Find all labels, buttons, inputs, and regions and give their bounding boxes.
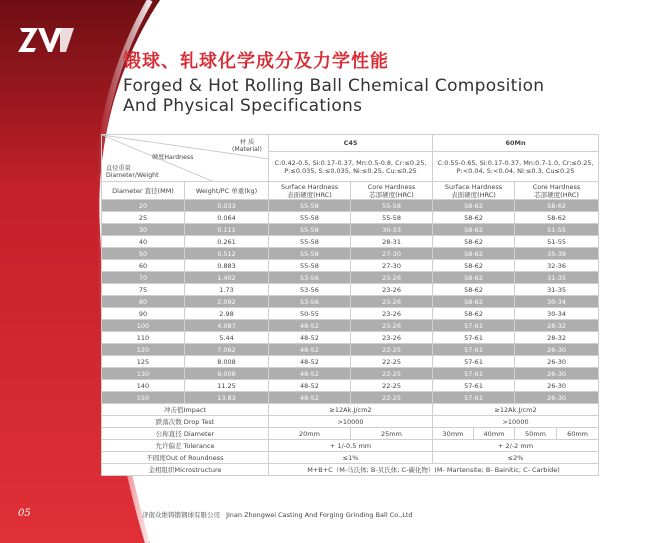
cell-c45-surface: 55-58 [269, 248, 351, 260]
cell-c45-core: 22-25 [351, 380, 433, 392]
cell-60mn-core: 26-30 [515, 380, 599, 392]
cell-diameter: 125 [102, 356, 185, 368]
cell-diameter: 30 [102, 224, 185, 236]
cell-60mn-core: 28-32 [515, 320, 599, 332]
cell-60mn-core: 26-30 [515, 356, 599, 368]
cell-c45-surface: 55-58 [269, 200, 351, 212]
cell-diameter: 80 [102, 296, 185, 308]
cell-60mn-core: 26-30 [515, 368, 599, 380]
cell-weight: 0.064 [185, 212, 269, 224]
specification-table [101, 134, 599, 476]
cell-weight: 0.261 [185, 236, 269, 248]
table-row [102, 320, 599, 332]
footer-company-en: Jinan Zhongwei Casting And Forging Grinding Ball Co.,Ltd [226, 511, 413, 519]
footer-company [142, 510, 413, 519]
cell-c45-core: 23-26 [351, 332, 433, 344]
cell-c45-core: 28-31 [351, 236, 433, 248]
cell-weight: 0.033 [185, 200, 269, 212]
cell-c45-surface: 48-52 [269, 368, 351, 380]
cell-c45-core: 22-25 [351, 344, 433, 356]
cell-weight: 0.111 [185, 224, 269, 236]
table-row [102, 392, 599, 404]
table-row [102, 224, 599, 236]
cell-60mn-core: 31-35 [515, 284, 599, 296]
cell-60mn-surface: 57-61 [433, 380, 515, 392]
cell-c45-surface: 53-56 [269, 272, 351, 284]
cell-weight: 11.25 [185, 380, 269, 392]
roundness-label: 不圆度Out of Roundness [102, 452, 269, 464]
cell-weight: 2.092 [185, 296, 269, 308]
cell-diameter: 20 [102, 200, 185, 212]
cell-diameter: 130 [102, 368, 185, 380]
cell-60mn-core: 51-55 [515, 236, 599, 248]
cell-c45-surface: 48-52 [269, 356, 351, 368]
cell-diameter: 25 [102, 212, 185, 224]
col-header-c45-surface: Surface Hardness 表面硬度(HRC) [269, 182, 351, 200]
company-logo [18, 24, 76, 54]
impact-c45: ≥12Ak.J/cm2 [269, 404, 433, 416]
page-number: 05 [18, 508, 31, 519]
diameter-c45-25: 25mm [351, 428, 433, 440]
cell-c45-surface: 55-58 [269, 224, 351, 236]
microstructure-label: 金相组织Microstructure [102, 464, 269, 476]
cell-60mn-surface: 58-62 [433, 272, 515, 284]
cell-diameter: 50 [102, 248, 185, 260]
drop-test-label: 跌落次数 Drop Test [102, 416, 269, 428]
cell-weight: 13.83 [185, 392, 269, 404]
cell-diameter: 75 [102, 284, 185, 296]
cell-60mn-surface: 57-61 [433, 332, 515, 344]
diameter-weight-label: 直径重量 Diameter/Weight [106, 165, 159, 179]
cell-weight: 7.062 [185, 344, 269, 356]
table-row [102, 200, 599, 212]
cell-diameter: 70 [102, 272, 185, 284]
table-row [102, 260, 599, 272]
cell-60mn-core: 51-55 [515, 224, 599, 236]
cell-60mn-surface: 57-61 [433, 320, 515, 332]
cell-60mn-core: 58-62 [515, 200, 599, 212]
table-row [102, 236, 599, 248]
grade-60mn-name: 60Mn [433, 135, 599, 152]
roundness-c45: ≤1% [269, 452, 433, 464]
col-header-60mn-surface: Surface Hardness 表面硬度(HRC) [433, 182, 515, 200]
title-english-line2: And Physical Specifications [123, 96, 363, 116]
cell-weight: 9.008 [185, 368, 269, 380]
cell-60mn-surface: 58-62 [433, 260, 515, 272]
cell-c45-surface: 48-52 [269, 392, 351, 404]
cell-c45-core: 22-25 [351, 356, 433, 368]
table-row [102, 296, 599, 308]
cell-c45-core: 22-25 [351, 392, 433, 404]
material-label: 材 质 (Material) [232, 139, 262, 153]
diameter-60mn-30: 30mm [433, 428, 474, 440]
cell-c45-surface: 55-58 [269, 236, 351, 248]
cell-c45-surface: 48-52 [269, 320, 351, 332]
cell-c45-core: 30-33 [351, 224, 433, 236]
data-rows [102, 200, 599, 404]
cell-weight: 0.512 [185, 248, 269, 260]
diameter-60mn-50: 50mm [515, 428, 557, 440]
cell-60mn-surface: 58-62 [433, 308, 515, 320]
cell-60mn-surface: 57-61 [433, 368, 515, 380]
cell-weight: 4.087 [185, 320, 269, 332]
table-corner-header [102, 135, 269, 182]
cell-c45-core: 23-26 [351, 284, 433, 296]
cell-60mn-surface: 57-61 [433, 392, 515, 404]
cell-c45-surface: 48-52 [269, 332, 351, 344]
table-row [102, 308, 599, 320]
cell-diameter: 140 [102, 380, 185, 392]
cell-60mn-core: 26-30 [515, 344, 599, 356]
table-row [102, 212, 599, 224]
diameter-label: 公称直径 Diameter [102, 428, 269, 440]
cell-60mn-core: 26-30 [515, 392, 599, 404]
microstructure-value: M+B+C（M-马氏体; B-贝氏体; C-碳化物）(M- Martensite; B- Bainitic; C- Carbide) [269, 464, 599, 476]
tolerance-c45: + 1/-0.5 mm [269, 440, 433, 452]
col-header-60mn-core: Core Hardness 芯部硬度(HRC) [515, 182, 599, 200]
table-row [102, 344, 599, 356]
cell-c45-surface: 53-56 [269, 296, 351, 308]
drop-test-60mn: >10000 [433, 416, 599, 428]
cell-c45-surface: 55-58 [269, 212, 351, 224]
cell-weight: 0.883 [185, 260, 269, 272]
cell-c45-core: 23-26 [351, 296, 433, 308]
table-row [102, 332, 599, 344]
cell-60mn-surface: 57-61 [433, 344, 515, 356]
cell-60mn-surface: 58-62 [433, 236, 515, 248]
cell-c45-surface: 53-56 [269, 284, 351, 296]
hardness-label: 硬度Hardness [152, 154, 194, 161]
diameter-60mn-60: 60mm [557, 428, 599, 440]
table-row [102, 272, 599, 284]
table-row [102, 380, 599, 392]
col-header-c45-core: Core Hardness 芯部硬度(HRC) [351, 182, 433, 200]
cell-diameter: 40 [102, 236, 185, 248]
impact-60mn: ≥12Ak.J/cm2 [433, 404, 599, 416]
cell-c45-core: 22-25 [351, 368, 433, 380]
col-header-weight: Weight/PC 单重(kg) [185, 182, 269, 200]
grade-c45-composition: C:0.42-0.5, Si:0.17-0.37, Mn:0.5-0.8, Cr:≤0.25, P:≤0.035, S:≤0.035, Ni:≤0.25, Cu:≤0.25 [269, 152, 433, 182]
cell-60mn-core: 32-36 [515, 260, 599, 272]
cell-weight: 8.008 [185, 356, 269, 368]
cell-c45-surface: 55-58 [269, 260, 351, 272]
cell-60mn-surface: 58-62 [433, 296, 515, 308]
cell-c45-core: 23-26 [351, 308, 433, 320]
grade-60mn-composition: C:0.55-0.65, Si:0.17-0.37, Mn:0.7-1.0, Cr:≤0.25, P:<0.04, S:<0.04, Ni:≤0.3, Cu≤0.25 [433, 152, 599, 182]
tolerance-60mn: + 2/-2 mm [433, 440, 599, 452]
cell-c45-surface: 50-55 [269, 308, 351, 320]
cell-c45-core: 23-26 [351, 272, 433, 284]
table-row [102, 284, 599, 296]
drop-test-c45: >10000 [269, 416, 433, 428]
tolerance-label: 允许偏差 Tolerance [102, 440, 269, 452]
grade-c45-name: C45 [269, 135, 433, 152]
cell-diameter: 150 [102, 392, 185, 404]
title-chinese: 锻球、轧球化学成分及力学性能 [123, 51, 389, 72]
roundness-60mn: ≤2% [433, 452, 599, 464]
diameter-c45-20: 20mm [269, 428, 351, 440]
cell-diameter: 90 [102, 308, 185, 320]
cell-c45-surface: 48-52 [269, 344, 351, 356]
cell-60mn-surface: 58-62 [433, 248, 515, 260]
cell-diameter: 60 [102, 260, 185, 272]
cell-60mn-core: 30-34 [515, 308, 599, 320]
cell-60mn-surface: 58-62 [433, 224, 515, 236]
col-header-diameter: Diameter 直径(MM) [102, 182, 185, 200]
table-row [102, 248, 599, 260]
table-row [102, 368, 599, 380]
cell-c45-core: 27-30 [351, 248, 433, 260]
footer-company-cn: 济南众维铸锻钢球有限公司 [142, 511, 220, 519]
cell-60mn-surface: 58-62 [433, 212, 515, 224]
cell-60mn-surface: 58-62 [433, 200, 515, 212]
cell-60mn-core: 31-35 [515, 272, 599, 284]
table-row [102, 356, 599, 368]
impact-label: 冲击值Impact [102, 404, 269, 416]
cell-c45-core: 23-26 [351, 320, 433, 332]
diameter-60mn-40: 40mm [474, 428, 515, 440]
cell-60mn-core: 30-34 [515, 296, 599, 308]
title-english-line1: Forged & Hot Rolling Ball Chemical Composition [123, 76, 545, 96]
cell-diameter: 110 [102, 332, 185, 344]
cell-weight: 2.98 [185, 308, 269, 320]
cell-weight: 5.44 [185, 332, 269, 344]
cell-weight: 1.73 [185, 284, 269, 296]
cell-c45-surface: 48-52 [269, 380, 351, 392]
cell-c45-core: 55-58 [351, 200, 433, 212]
cell-diameter: 120 [102, 344, 185, 356]
cell-60mn-core: 28-32 [515, 332, 599, 344]
cell-60mn-surface: 57-61 [433, 356, 515, 368]
cell-c45-core: 27-30 [351, 260, 433, 272]
cell-60mn-core: 58-62 [515, 212, 599, 224]
cell-diameter: 100 [102, 320, 185, 332]
cell-weight: 1.402 [185, 272, 269, 284]
cell-60mn-core: 35-39 [515, 248, 599, 260]
cell-c45-core: 55-58 [351, 212, 433, 224]
cell-60mn-surface: 58-62 [433, 284, 515, 296]
